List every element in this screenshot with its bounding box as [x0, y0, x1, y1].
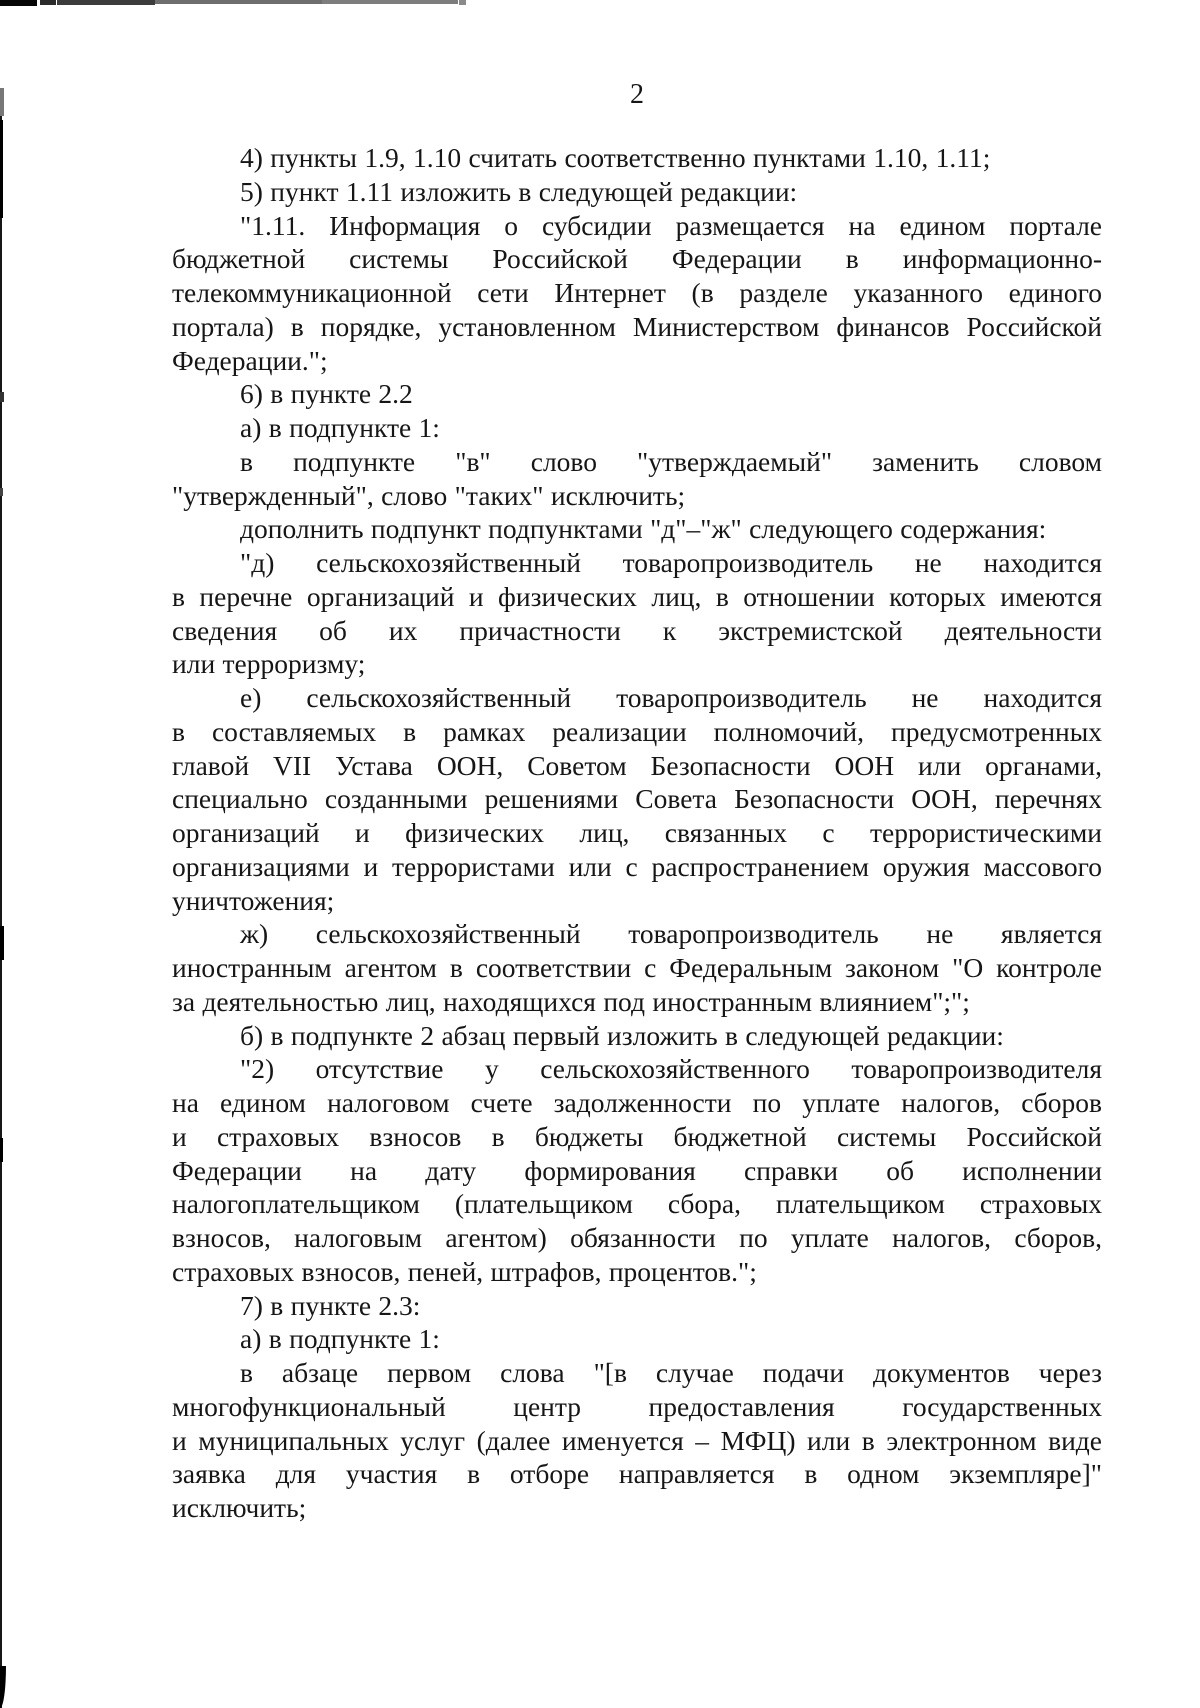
scan-artifact-left-edge	[0, 1138, 3, 1162]
text-line: страховых взносов, пеней, штрафов, процентов.";	[172, 1255, 757, 1287]
scan-artifact-left-edge	[0, 88, 4, 116]
text-line: организаций и физических лиц, связанных с террористическими	[172, 817, 1102, 848]
text-line: налогоплательщиком (плательщиком сбора, плательщиком страховых	[172, 1188, 1102, 1220]
text-line: взносов, налоговым агентом) обязанности по уплате налогов, сборов,	[172, 1222, 1102, 1253]
scan-artifact-top-edge	[57, 0, 155, 5]
scan-artifact-left-edge	[0, 392, 4, 402]
paragraph	[172, 1322, 1102, 1356]
text-line: уничтожения;	[172, 884, 335, 916]
text-line: заявка для участия в отборе направляется в одном экземпляре]"	[172, 1458, 1102, 1490]
text-line: телекоммуникационной сети Интернет (в разделе указанного единого	[172, 277, 1102, 308]
text-line: Федерации.";	[172, 344, 328, 376]
text-line: ж) сельскохозяйственный товаропроизводитель не является	[240, 918, 1102, 950]
paragraph	[172, 377, 1102, 411]
text-line: "1.11. Информация о субсидии размещается на едином портале	[240, 209, 1102, 241]
text-line: 7) в пункте 2.3:	[240, 1289, 421, 1321]
paragraph	[172, 209, 1102, 378]
text-line: сведения об их причастности к экстремистской деятельности	[172, 614, 1102, 646]
paragraph	[172, 141, 1102, 175]
text-line: и муниципальных услуг (далее именуется – МФЦ) или в электронном виде	[172, 1424, 1102, 1456]
text-line: или терроризму;	[172, 648, 366, 680]
scan-artifact-top-edge	[0, 0, 37, 6]
text-line: в подпункте "в" слово "утверждаемый" заменить словом	[240, 445, 1102, 477]
paragraph	[172, 175, 1102, 209]
text-line: главой VII Устава ООН, Советом Безопасности ООН или органами,	[172, 749, 1102, 781]
text-line: Федерации на дату формирования справки об исполнении	[172, 1154, 1102, 1186]
text-line: портала) в порядке, установленном Министерством финансов Российской	[172, 310, 1102, 342]
text-line: многофункциональный центр предоставления государственных	[172, 1390, 1102, 1422]
text-line: в абзаце первом слова "[в случае подачи документов через	[240, 1357, 1102, 1388]
text-line: "д) сельскохозяйственный товаропроизводитель не находится	[240, 547, 1102, 578]
scan-artifact-left-edge	[0, 120, 3, 218]
text-line: организациями и террористами или с распространением оружия массового	[172, 850, 1102, 882]
text-line: на едином налоговом счете задолженности по уплате налогов, сборов	[172, 1087, 1102, 1118]
text-line: в составляемых в рамках реализации полномочий, предусмотренных	[172, 715, 1102, 747]
scan-artifact-left-edge	[0, 88, 2, 1708]
paragraph	[172, 512, 1102, 546]
paragraph	[172, 445, 1102, 513]
scan-artifact-top-edge	[322, 0, 458, 4]
paragraph	[172, 1052, 1102, 1288]
text-line: "2) отсутствие у сельскохозяйственного товаропроизводителя	[240, 1053, 1102, 1085]
paragraph	[172, 681, 1102, 917]
text-line: а) в подпункте 1:	[240, 412, 440, 443]
text-line: "утвержденный", слово "таких" исключить;	[172, 479, 686, 511]
scan-artifact-left-edge	[0, 1666, 6, 1708]
scan-artifact-top-edge	[459, 0, 466, 5]
scan-artifact-left-edge	[0, 926, 4, 960]
text-line: в перечне организаций и физических лиц, в отношении которых имеются	[172, 580, 1102, 612]
text-line: бюджетной системы Российской Федерации в информационно-	[172, 243, 1102, 275]
text-line: и страховых взносов в бюджеты бюджетной системы Российской	[172, 1120, 1102, 1152]
paragraph	[172, 546, 1102, 681]
paragraph	[172, 1356, 1102, 1525]
text-line: 4) пункты 1.9, 1.10 считать соответственно пунктами 1.10, 1.11;	[240, 142, 991, 173]
text-line: специально созданными решениями Совета Безопасности ООН, перечнях	[172, 783, 1102, 815]
page-number: 2	[630, 79, 644, 110]
scan-artifact-top-edge	[155, 0, 322, 4]
text-line: 6) в пункте 2.2	[240, 378, 413, 410]
paragraph	[172, 1019, 1102, 1053]
text-line: е) сельскохозяйственный товаропроизводитель не находится	[240, 682, 1102, 713]
text-line: исключить;	[172, 1492, 307, 1523]
text-line: иностранным агентом в соответствии с Федеральным законом "О контроле	[172, 952, 1102, 983]
text-line: а) в подпункте 1:	[240, 1323, 440, 1355]
scan-artifact-top-edge	[40, 0, 56, 5]
scan-artifact-left-edge	[0, 488, 3, 496]
paragraph	[172, 1289, 1102, 1323]
text-line: за деятельностью лиц, находящихся под иностранным влиянием";";	[172, 985, 970, 1017]
text-line: 5) пункт 1.11 изложить в следующей редакции:	[240, 175, 798, 207]
text-line: б) в подпункте 2 абзац первый изложить в следующей редакции:	[240, 1019, 1004, 1051]
text-line: дополнить подпункт подпунктами "д"–"ж" следующего содержания:	[240, 513, 1047, 545]
document-body	[172, 141, 1102, 1525]
paragraph	[172, 917, 1102, 1018]
paragraph	[172, 411, 1102, 445]
